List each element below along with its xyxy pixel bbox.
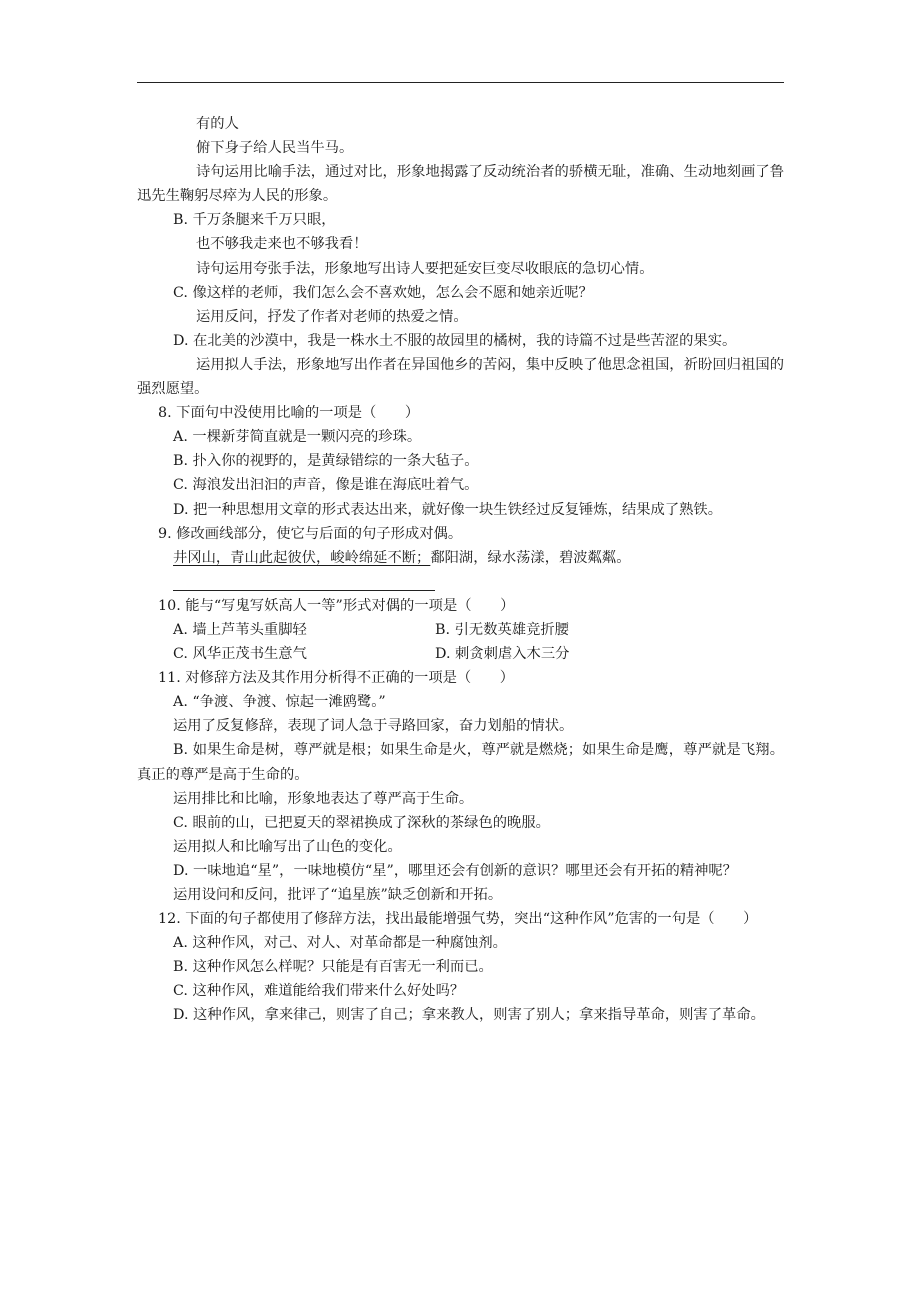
q12-option-d: D. 这种作风，拿来律己，则害了自己；拿来教人，则害了别人；拿来指导革命，则害了革命。 <box>173 1007 765 1024</box>
q11-analysis-d: 运用设问和反问，批评了“追星族”缺乏创新和开拓。 <box>173 887 503 903</box>
header-rule <box>137 82 784 83</box>
q11-analysis-c: 运用拟人和比喻写出了山色的变化。 <box>173 838 402 855</box>
q11-analysis-a: 运用了反复修辞，表现了词人急于寻路回家，奋力划船的情状。 <box>173 718 574 735</box>
poem-line: 也不够我走来也不够我看！ <box>196 236 368 253</box>
q10-option-d: D. 刺贪刺虐入木三分 <box>435 646 570 663</box>
q10-options-row-2 <box>137 642 784 666</box>
q9-rest-part: 鄱阳湖，绿水荡漾，碧波粼粼。 <box>430 549 631 566</box>
q8-option-c: C. 海浪发出汩汩的声音，像是谁在海底吐着气。 <box>173 477 479 494</box>
answer-blank-line <box>173 590 435 591</box>
q12-option-c: C. 这种作风，难道能给我们带来什么好处吗？ <box>173 983 465 1000</box>
q12-option-a: A. 这种作风，对己、对人、对革命都是一种腐蚀剂。 <box>173 935 507 952</box>
q10-option-b: B. 引无数英雄竞折腰 <box>435 621 569 638</box>
analysis-text: 诗句运用比喻手法，通过对比，形象地揭露了反动统治者的骄横无耻，准确、生动地刻画了鲁迅先生鞠躬尽瘁为人民的形象。 <box>137 164 784 205</box>
q10-option-c: C. 风华正茂书生意气 <box>173 646 307 663</box>
option-b: B. 千万条腿来千万只眼， <box>173 212 336 229</box>
q11-option-c: C. 眼前的山，已把夏天的翠裙换成了深秋的茶绿色的晚服。 <box>173 814 550 831</box>
q11-analysis-b: 运用排比和比喻，形象地表达了尊严高于生命。 <box>173 790 474 807</box>
poem-line: 有的人 <box>196 116 239 132</box>
analysis-text: 运用拟人手法，形象地写出作者在异国他乡的苦闷，集中反映了他思念祖国，祈盼回归祖国的强烈愿望。 <box>137 356 784 398</box>
q9-underlined-part: 井冈山，青山此起彼伏，峻岭绵延不断； <box>173 549 431 566</box>
q10-options-row-1 <box>137 618 784 642</box>
document-body <box>137 112 784 1028</box>
analysis-text: 诗句运用夸张手法，形象地写出诗人要把延安巨变尽收眼底的急切心情。 <box>196 260 654 277</box>
option-d: D. 在北美的沙漠中，我是一株水土不服的故园里的橘树，我的诗篇不过是些苦涩的果实。 <box>173 332 737 349</box>
question-8: 8. 下面句中没使用比喻的一项是（ ） <box>158 405 420 422</box>
q11-option-b: B. 如果生命是树，尊严就是根；如果生命是火，尊严就是燃烧；如果生命是鹰，尊严就是飞翔。真正的尊严是高于生命的。 <box>137 742 784 783</box>
q12-option-b: B. 这种作风怎么样呢？只能是有百害无一利而已。 <box>173 959 493 976</box>
q11-option-a: A. “争渡、争渡、惊起一滩鸥鹭。” <box>173 694 386 711</box>
q8-option-a: A. 一棵新芽简直就是一颗闪亮的珍珠。 <box>173 429 422 446</box>
q8-option-b: B. 扑入你的视野的，是黄绿错综的一条大毡子。 <box>173 453 479 470</box>
question-9: 9. 修改画线部分，使它与后面的句子形成对偶。 <box>158 525 463 542</box>
question-12: 12. 下面的句子都使用了修辞方法，找出最能增强气势，突出“这种作风”危害的一句是（ ） <box>158 911 758 928</box>
question-10: 10. 能与“写鬼写妖高人一等”形式对偶的一项是（ ） <box>158 597 515 614</box>
q8-option-d: D. 把一种思想用文章的形式表达出来，就好像一块生铁经过反复锤炼，结果成了熟铁。 <box>173 501 723 518</box>
answer-blank[interactable] <box>137 570 784 594</box>
q9-sentence <box>137 546 784 570</box>
q10-option-a: A. 墙上芦苇头重脚轻 <box>173 621 307 638</box>
analysis-text: 运用反问，抒发了作者对老师的热爱之情。 <box>196 308 468 325</box>
option-c: C. 像这样的老师，我们怎么会不喜欢她，怎么会不愿和她亲近呢？ <box>173 284 593 301</box>
question-11: 11. 对修辞方法及其作用分析得不正确的一项是（ ） <box>158 670 515 687</box>
poem-line: 俯下身子给人民当牛马。 <box>196 140 354 157</box>
q11-option-d: D. 一味地追“星”，一味地模仿“星”，哪里还会有创新的意识？哪里还会有开拓的精神呢？ <box>173 862 737 879</box>
